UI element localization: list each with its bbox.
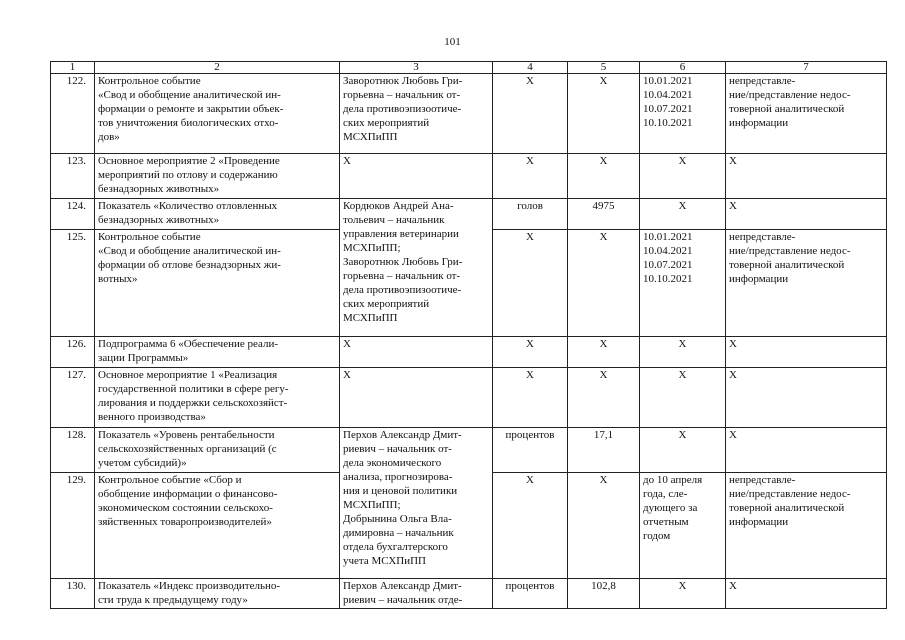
table-row (51, 199, 887, 230)
value: Х (568, 473, 640, 579)
table-row (51, 337, 887, 368)
event-name: Показатель «Индекс производительно- сти труда к предыдущему году» (95, 579, 340, 609)
row-number: 129. (51, 473, 95, 579)
risk-result: Х (726, 428, 887, 473)
event-name: Основное мероприятие 1 «Реализация государственной политики в сфере регу- лирования и поддержки сельскохозяйст- венного производства» (95, 368, 340, 428)
unit: Х (493, 337, 568, 368)
unit: процентов (493, 428, 568, 473)
risk-result: непредставле- ние/представление недос- товерной аналитической информации (726, 230, 887, 337)
column-number: 6 (640, 62, 726, 74)
value: Х (568, 154, 640, 199)
table-row (51, 154, 887, 199)
deadline: Х (640, 154, 726, 199)
row-number: 124. (51, 199, 95, 230)
responsible-person: Х (340, 368, 493, 428)
value: Х (568, 337, 640, 368)
responsible-person: Кордюков Андрей Ана- тольевич – начальник управления ветеринарии МСХПиПП; Заворотнюк Любовь Гри- горьевна – начальник от- дела противоэпизоотиче- ских мероприятий МСХПиПП (340, 199, 493, 337)
row-number: 125. (51, 230, 95, 337)
page-number: 101 (444, 36, 461, 48)
column-number: 1 (51, 62, 95, 74)
value: Х (568, 74, 640, 154)
unit: процентов (493, 579, 568, 609)
row-number: 122. (51, 74, 95, 154)
column-number: 2 (95, 62, 340, 74)
value: Х (568, 368, 640, 428)
value: 4975 (568, 199, 640, 230)
table-row (51, 579, 887, 609)
unit: голов (493, 199, 568, 230)
event-name: Контрольное событие «Свод и обобщение аналитической ин- формации о ремонте и закрытии объек- тов уничтожения биологических отхо- дов» (95, 74, 340, 154)
table-row (51, 368, 887, 428)
risk-result: Х (726, 337, 887, 368)
row-number: 126. (51, 337, 95, 368)
unit: Х (493, 154, 568, 199)
table-row (51, 428, 887, 473)
responsible-person: Заворотнюк Любовь Гри- горьевна – начальник от- дела противоэпизоотиче- ских мероприятий МСХПиПП (340, 74, 493, 154)
table-row (51, 74, 887, 154)
event-name: Показатель «Количество отловленных безнадзорных животных» (95, 199, 340, 230)
risk-result: непредставле- ние/представление недос- товерной аналитической информации (726, 74, 887, 154)
deadline: Х (640, 428, 726, 473)
deadline: Х (640, 368, 726, 428)
value: 102,8 (568, 579, 640, 609)
deadline: 10.01.2021 10.04.2021 10.07.2021 10.10.2021 (640, 74, 726, 154)
risk-result: Х (726, 199, 887, 230)
column-number: 7 (726, 62, 887, 74)
deadline: 10.01.2021 10.04.2021 10.07.2021 10.10.2021 (640, 230, 726, 337)
column-number: 4 (493, 62, 568, 74)
risk-result: Х (726, 579, 887, 609)
event-name: Подпрограмма 6 «Обеспечение реали- зации Программы» (95, 337, 340, 368)
responsible-person: Х (340, 337, 493, 368)
deadline: Х (640, 199, 726, 230)
unit: Х (493, 473, 568, 579)
event-name: Показатель «Уровень рентабельности сельскохозяйственных организаций (с учетом субсидий)» (95, 428, 340, 473)
column-number-row (51, 62, 887, 74)
deadline: Х (640, 579, 726, 609)
value: 17,1 (568, 428, 640, 473)
row-number: 130. (51, 579, 95, 609)
responsible-person: Перхов Александр Дмит- риевич – начальник от- дела экономического анализа, прогнозирова- ния и ценовой политики МСХПиПП; Добрынина Ольга Вла- димировна – начальник отдела бухгалтерского учета МСХПиПП (340, 428, 493, 579)
column-number: 5 (568, 62, 640, 74)
row-number: 123. (51, 154, 95, 199)
deadline: Х (640, 337, 726, 368)
row-number: 127. (51, 368, 95, 428)
unit: Х (493, 74, 568, 154)
unit: Х (493, 368, 568, 428)
unit: Х (493, 230, 568, 337)
value: Х (568, 230, 640, 337)
risk-result: непредставле- ние/представление недос- товерной аналитической информации (726, 473, 887, 579)
deadline: до 10 апреля года, сле- дующего за отчетным годом (640, 473, 726, 579)
column-number: 3 (340, 62, 493, 74)
responsible-person: Перхов Александр Дмит- риевич – начальник отде- (340, 579, 493, 609)
event-name: Контрольное событие «Свод и обобщение аналитической ин- формации об отлове безнадзорных жи- вотных» (95, 230, 340, 337)
risk-result: Х (726, 368, 887, 428)
event-name: Основное мероприятие 2 «Проведение мероприятий по отлову и содержанию безнадзорных животных» (95, 154, 340, 199)
responsible-person: Х (340, 154, 493, 199)
event-name: Контрольное событие «Сбор и обобщение информации о финансово- экономическом состоянии сельскохо- зяйственных товаропроизводителей» (95, 473, 340, 579)
risk-result: Х (726, 154, 887, 199)
indicators-table (50, 61, 887, 609)
row-number: 128. (51, 428, 95, 473)
